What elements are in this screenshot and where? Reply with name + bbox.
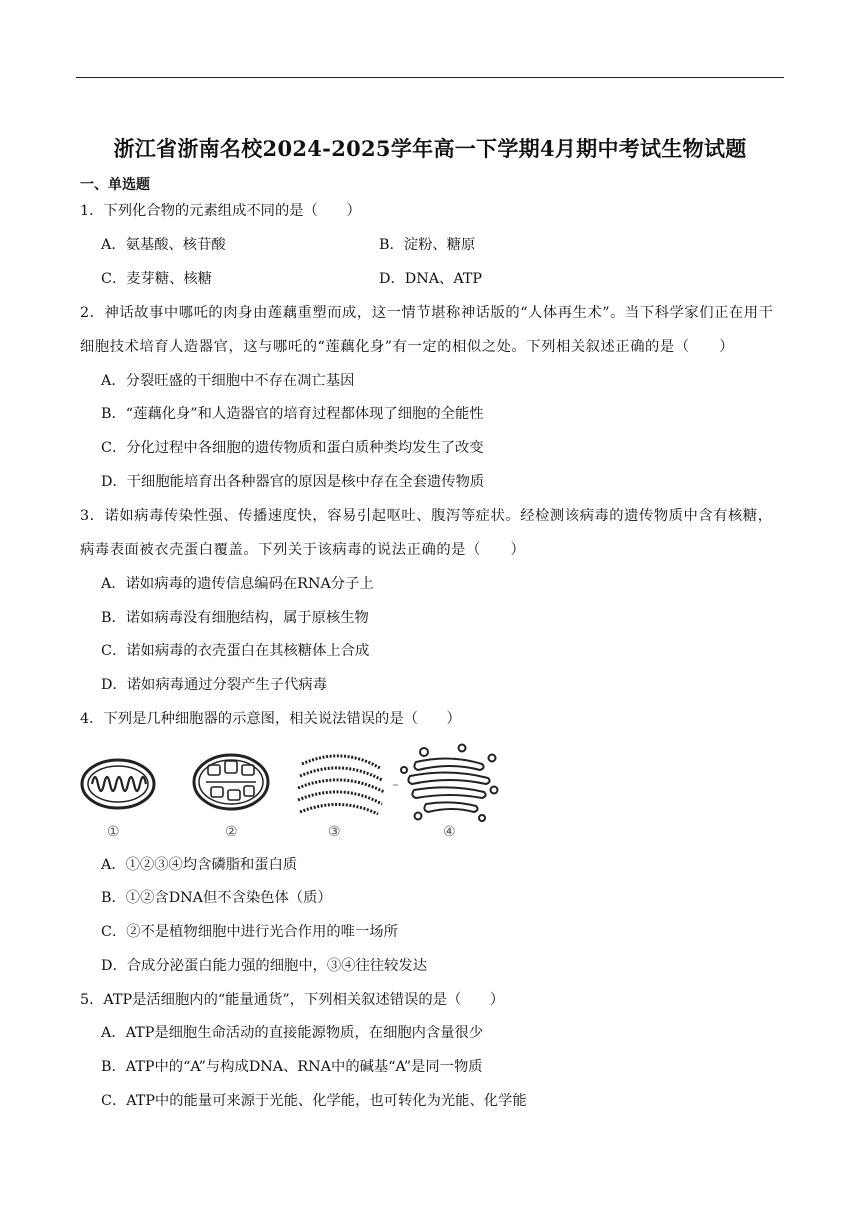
question-4-option-c: C．②不是植物细胞中进行光合作用的唯一场所: [101, 924, 398, 940]
question-3-option-b: B．诺如病毒没有细胞结构，属于原核生物: [101, 610, 369, 626]
document-title: 浙江省浙南名校2024-2025学年高一下学期4月期中考试生物试题: [113, 136, 747, 161]
question-3-option-d: D．诺如病毒通过分裂产生子代病毒: [101, 677, 327, 693]
question-1-option-b: B．淀粉、糖原: [379, 237, 476, 253]
question-3-stem: 3．诺如病毒传染性强、传播速度快，容易引起呕吐、腹泻等症状。经检测该病毒的遗传物质中含有核糖，病毒表面被衣壳蛋白覆盖。下列关于该病毒的说法正确的是（ ）: [80, 508, 773, 558]
question-1-stem: 1．下列化合物的元素组成不同的是（ ）: [80, 203, 361, 219]
question-4-option-a: A．①②③④均含磷脂和蛋白质: [101, 857, 298, 873]
question-1-option-d: D．DNA、ATP: [379, 271, 483, 287]
organelle-figure: [80, 742, 500, 842]
figure-label-1: ①: [107, 824, 120, 840]
question-2-option-b: B．“莲藕化身”和人造器官的培育过程都体现了细胞的全能性: [101, 406, 484, 422]
mitochondrion-drawing: [82, 760, 154, 808]
golgi-apparatus-drawing: [401, 745, 498, 822]
question-2-option-d: D．干细胞能培育出各种器官的原因是核中存在全套遗传物质: [101, 474, 485, 490]
question-3-option-c: C．诺如病毒的衣壳蛋白在其核糖体上合成: [101, 643, 370, 659]
question-5-option-a: A．ATP是细胞生命活动的直接能源物质，在细胞内含量很少: [101, 1025, 484, 1041]
endoplasmic-reticulum-drawing: [298, 756, 384, 814]
question-5-option-c: C．ATP中的能量可来源于光能、化学能，也可转化为光能、化学能: [101, 1093, 527, 1109]
question-3-option-a: A．诺如病毒的遗传信息编码在RNA分子上: [101, 576, 374, 592]
question-4-option-b: B．①②含DNA但不含染色体（质）: [101, 890, 332, 906]
question-4-option-d: D．合成分泌蛋白能力强的细胞中，③④往往较发达: [101, 958, 427, 974]
question-2-option-c: C．分化过程中各细胞的遗传物质和蛋白质种类均发生了改变: [101, 440, 484, 456]
header-rule: [76, 77, 784, 78]
question-5-option-b: B．ATP中的“A”与构成DNA、RNA中的碱基“A”是同一物质: [101, 1059, 483, 1075]
figure-label-4: ④: [443, 824, 456, 840]
figure-label-2: ②: [225, 824, 238, 840]
question-2-stem: 2．神话故事中哪吒的肉身由莲藕重塑而成，这一情节堪称神话版的“人体再生术”。当下科学家们正在用干细胞技术培育人造器官，这与哪吒的“莲藕化身”有一定的相似之处。下列相关叙述正确的是（ ）: [80, 305, 774, 355]
question-1-option-a: A．氨基酸、核苷酸: [101, 237, 226, 253]
question-5-stem: 5．ATP是活细胞内的“能量通货”，下列相关叙述错误的是（ ）: [80, 992, 505, 1008]
section-heading: 一、单选题: [80, 177, 150, 193]
question-4-stem: 4．下列是几种细胞器的示意图，相关说法错误的是（ ）: [80, 711, 461, 727]
question-1-option-c: C．麦芽糖、核糖: [101, 271, 213, 287]
chloroplast-drawing: [194, 755, 268, 809]
question-2-option-a: A．分裂旺盛的干细胞中不存在凋亡基因: [101, 373, 355, 389]
figure-label-3: ③: [328, 824, 341, 840]
